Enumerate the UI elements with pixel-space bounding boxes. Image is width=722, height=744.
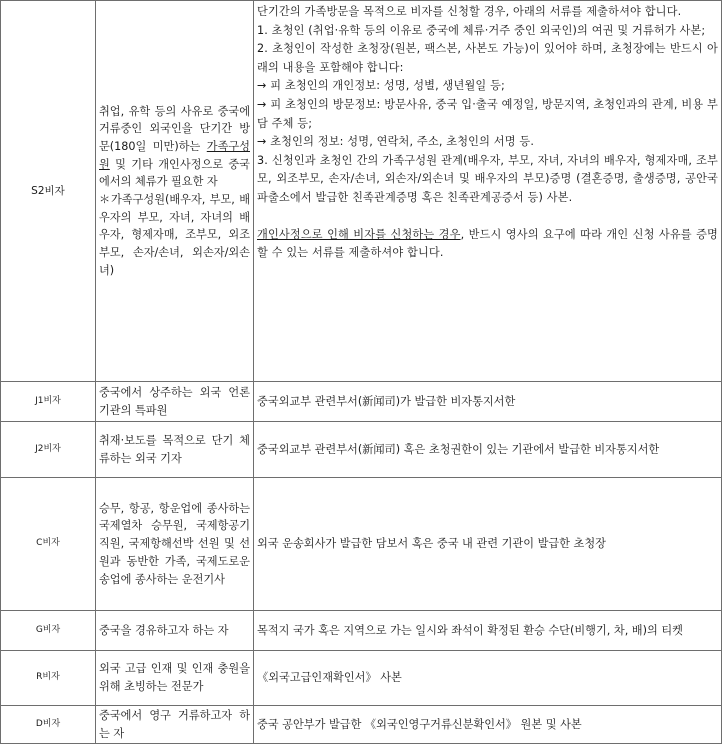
- documents-intro: 단기간의 가족방문을 목적으로 비자를 신청할 경우, 아래의 서류를 제출하셔야 합니다.: [257, 5, 682, 18]
- applicant-cell: 중국을 경유하고자 하는 자: [96, 611, 254, 651]
- family-member-note: ＊가족구성원(배우자, 부모, 배우자의 부모, 자녀, 자녀의 배우자, 형제자매, 조부모, 외조부모, 손자/손녀, 외손자/외손녀): [99, 193, 250, 277]
- visa-type-cell: G비자: [1, 611, 96, 651]
- visa-type-cell: R비자: [1, 651, 96, 706]
- documents-cell: 중국외교부 관련부서(新闻司)가 발급한 비자통지서한: [254, 382, 722, 422]
- applicant-cell: 외국 고급 인재 및 인재 충원을 위해 초빙하는 전문가: [96, 651, 254, 706]
- documents-subitem-2: → 피 초청인의 방문정보: 방문사유, 중국 입·출국 예정일, 방문지역, 초청인과의 관계, 비용 부담 주체 등;: [257, 97, 718, 130]
- visa-type-cell: J1비자: [1, 382, 96, 422]
- applicant-text-suffix: 및 기타 개인사정으로 중국에서의 체류가 필요한 자: [99, 157, 250, 189]
- documents-item-2: 2. 초청인이 작성한 초청장(원본, 팩스본, 사본도 가능)이 있어야 하며, 초청장에는 반드시 아래의 내용을 포함해야 합니다:: [257, 42, 718, 74]
- table-row-c: [1, 478, 722, 611]
- table-row-g: [1, 611, 722, 651]
- documents-cell: 외국 운송회사가 발급한 담보서 혹은 중국 내 관련 기관이 발급한 초청장: [254, 478, 722, 611]
- documents-note-underlined: 개인사정으로 인해 비자를 신청하는 경우: [257, 227, 461, 241]
- documents-cell: 중국 공안부가 발급한 《외국인영구거류신분확인서》 원본 및 사본: [254, 706, 722, 744]
- documents-cell: 목적지 국가 혹은 지역으로 가는 일시와 좌석이 확정된 환승 수단(비행기, 차, 배)의 티켓: [254, 611, 722, 651]
- applicant-cell: [96, 1, 254, 382]
- visa-type-cell: S2비자: [1, 1, 96, 382]
- documents-note-rest: , 반드시 영사의 요구에 따라 개인 신청 사유를 증명할 수 있는 서류를 제출하셔야 합니다.: [257, 227, 718, 260]
- visa-type-cell: J2비자: [1, 422, 96, 478]
- family-member-term: 가족구성원: [99, 139, 250, 171]
- applicant-cell: 승무, 항공, 항운업에 종사하는 국제열차 승무원, 국제항공기 직원, 국제항해선박 선원 및 선원과 동반한 가족, 국제도로운송업에 종사하는 운전기사: [96, 478, 254, 611]
- documents-cell: [254, 1, 722, 382]
- table-row-d: [1, 706, 722, 744]
- table-row-j2: [1, 422, 722, 478]
- documents-subitem-1: → 피 초청인의 개인정보: 성명, 성별, 생년월일 등;: [257, 79, 505, 93]
- applicant-cell: 중국에서 상주하는 외국 언론기관의 특파원: [96, 382, 254, 422]
- documents-item-3: 3. 신청인과 초청인 간의 가족구성원 관계(배우자, 부모, 자녀, 자녀의 배우자, 형제자매, 조부모, 외조부모, 손자/손녀, 외손자/외손녀 및 배우자의 부모)증명 (결혼증명, 출생증명, 공안국 파출소에서 발급한 친족관계증명 혹은 친족관계공증서 등) 사본.: [257, 153, 718, 204]
- applicant-cell: 취재·보도를 목적으로 단기 체류하는 외국 기자: [96, 422, 254, 478]
- spacer: [257, 208, 718, 226]
- documents-subitem-3: → 초청인의 정보: 성명, 연락처, 주소, 초청인의 서명 등.: [257, 135, 535, 149]
- applicant-text: 취업, 유학 등의 사유로 중국에 거류중인 외국인을 단기간 방문(180일 미만)하는: [99, 104, 250, 153]
- visa-type-cell: D비자: [1, 706, 96, 744]
- table-row-s2: [1, 1, 722, 382]
- table-row-r: [1, 651, 722, 706]
- visa-type-cell: C비자: [1, 478, 96, 611]
- applicant-cell: 중국에서 영구 거류하고자 하는 자: [96, 706, 254, 744]
- documents-cell: 중국외교부 관련부서(新闻司) 혹은 초청권한이 있는 기관에서 발급한 비자통지서한: [254, 422, 722, 478]
- documents-item-1: 1. 초청인 (취업·유학 등의 이유로 중국에 체류·거주 중인 외국인)의 여권 및 거류허가 사본;: [257, 23, 706, 37]
- documents-cell: 《외국고급인재확인서》 사본: [254, 651, 722, 706]
- table-row-j1: [1, 382, 722, 422]
- documents-note: [257, 226, 718, 263]
